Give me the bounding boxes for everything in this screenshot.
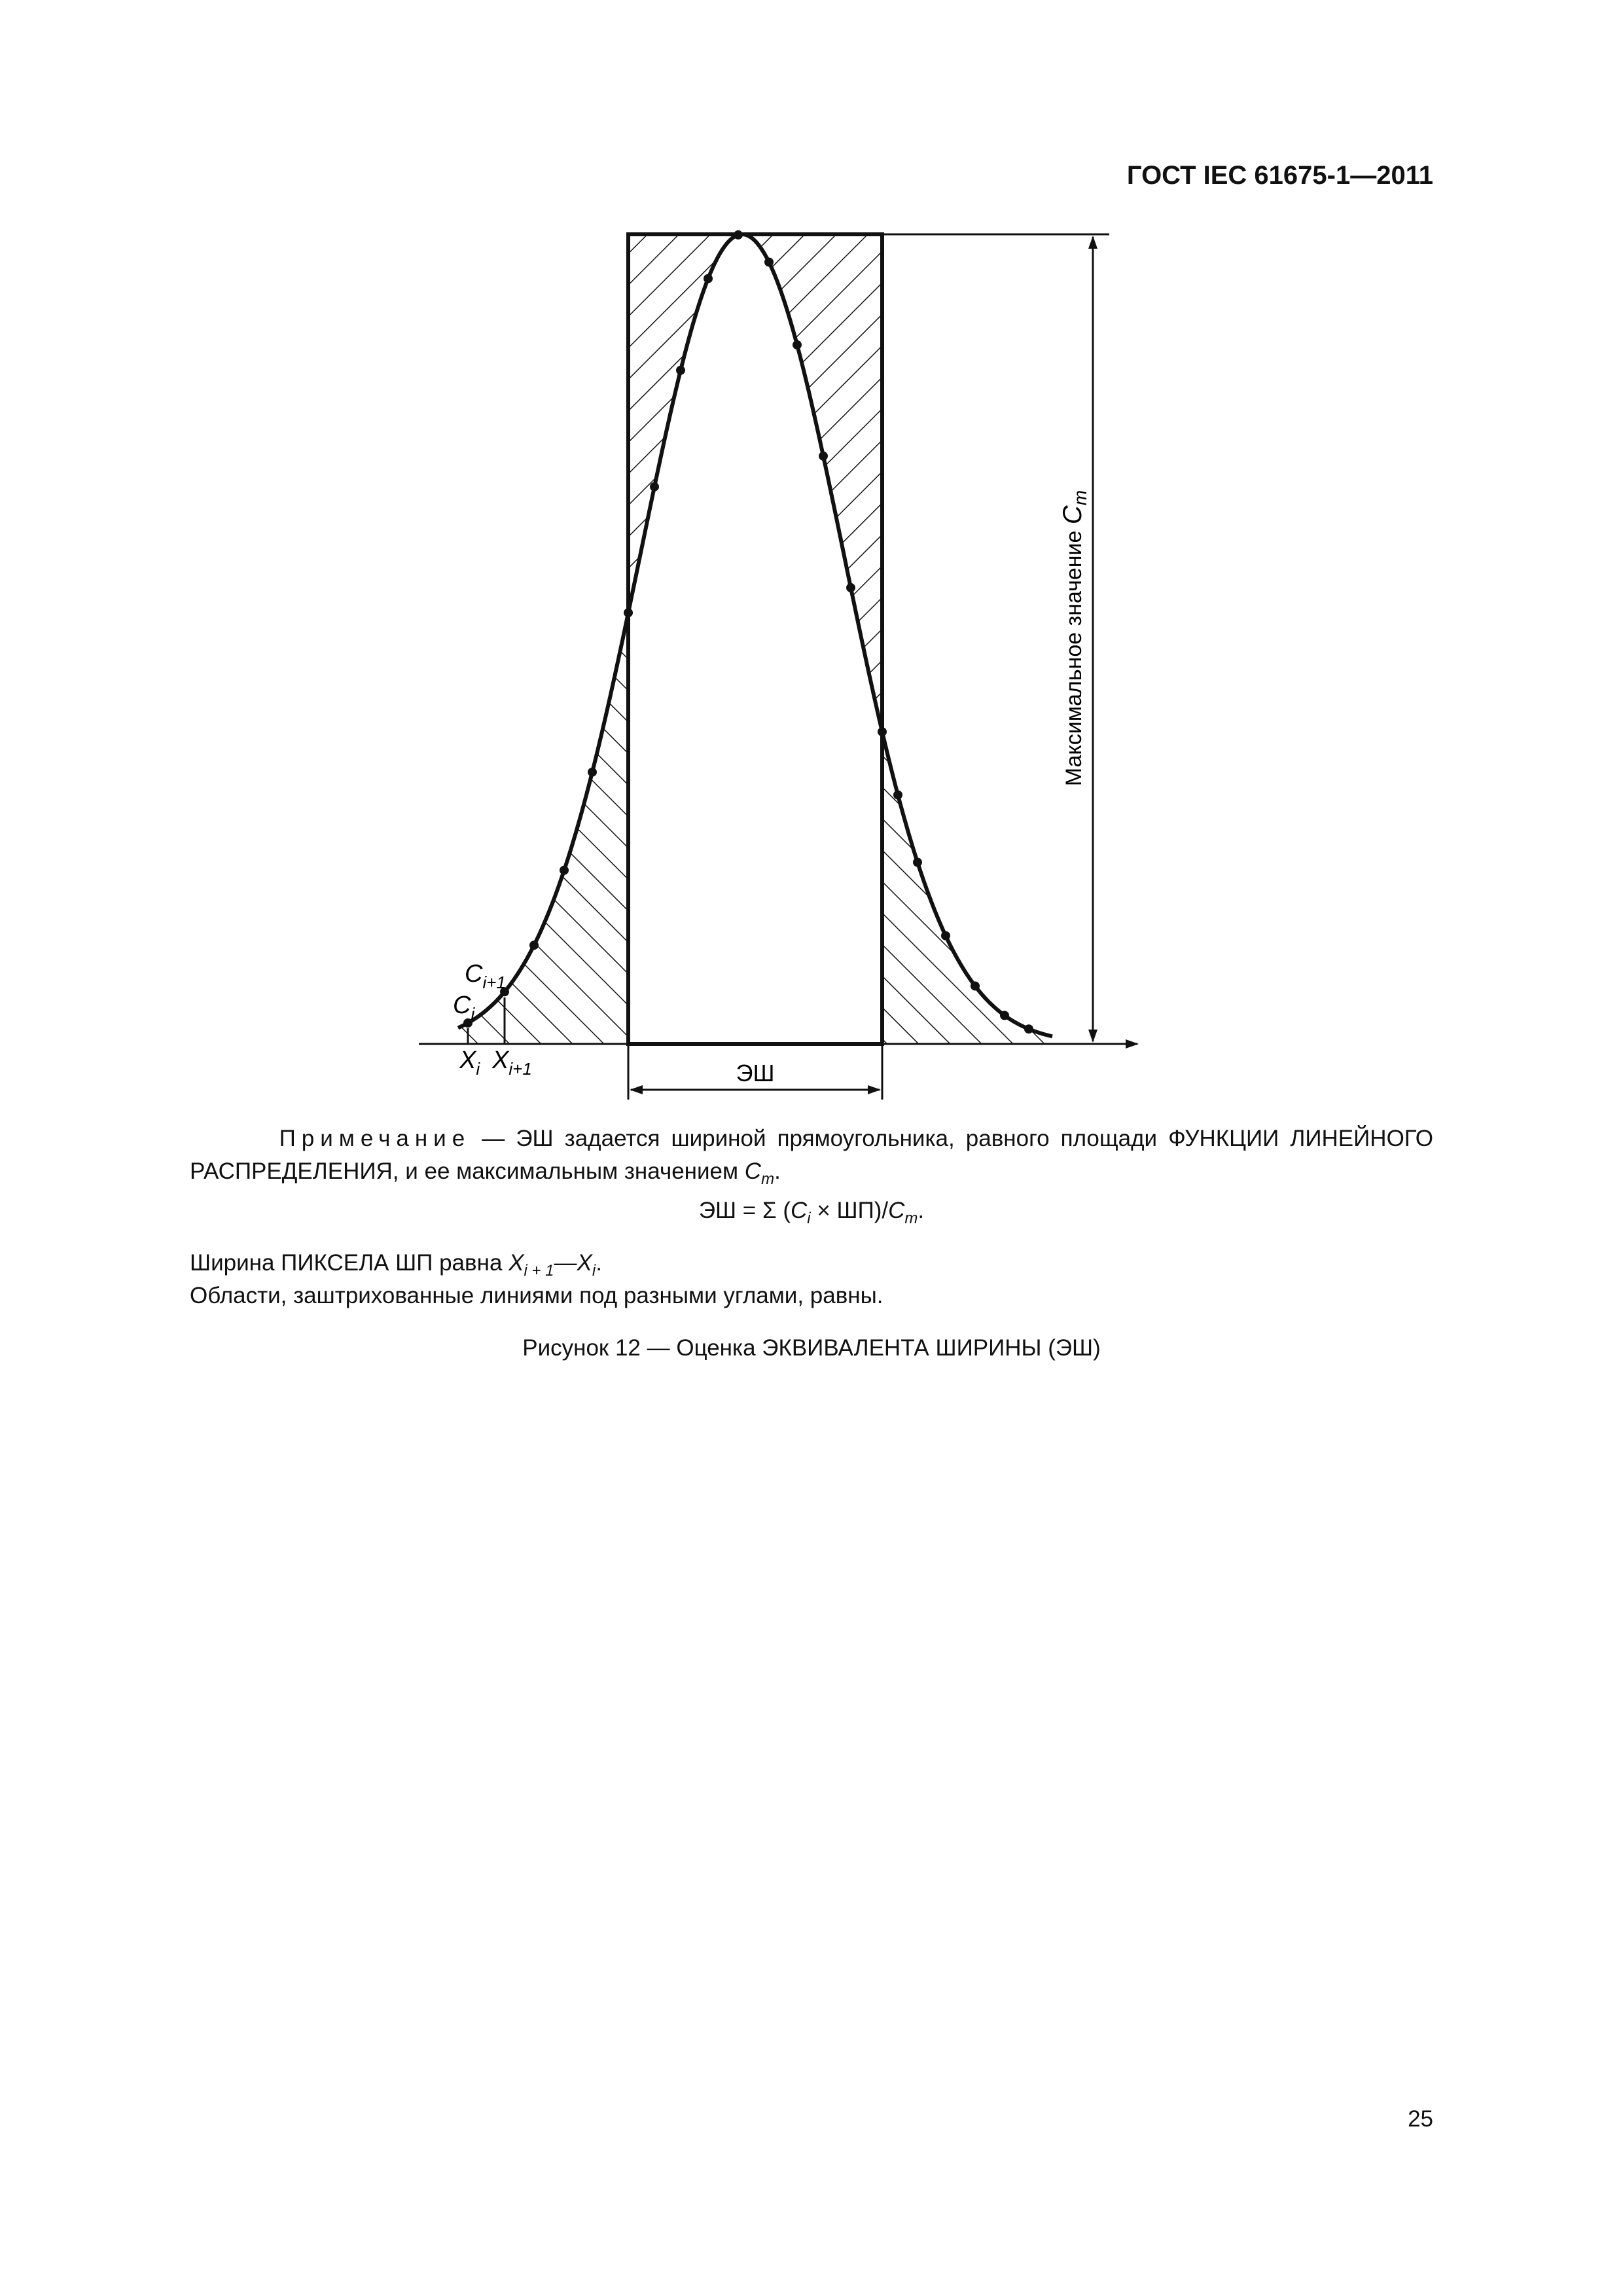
sample-point: [878, 727, 887, 736]
equivalent-width-formula: ЭШ = Σ $(C_i \times ШП)/C_m$.: [698, 1198, 925, 1227]
sample-point: [529, 941, 539, 950]
sample-point: [846, 583, 855, 592]
width-label: ЭШ: [736, 1060, 775, 1086]
figure-caption: Рисунок 12 — Оценка ЭКВИВАЛЕНТА ШИРИНЫ (ЭШ): [522, 1335, 1101, 1361]
equivalent-width-figure: [0, 0, 1623, 1113]
pixel-width-definition: Ширина ПИКСЕЛА ШП равна $X_{i + 1}—X_i$.: [190, 1250, 602, 1280]
sample-point: [704, 274, 713, 283]
max-value-label: Максимальное значение $C_m$: [1058, 490, 1090, 787]
document-id-header: ГОСТ IEC 61675-1—2011: [1126, 161, 1433, 190]
rectangle-hatched-area: [628, 234, 882, 732]
hatched-areas-statement: Области, заштрихованные линиями под разными углами, равны.: [190, 1283, 883, 1308]
sample-point: [650, 482, 659, 492]
label-c-i-plus-1: $C_{i+1}$: [465, 960, 506, 992]
label-x-i: $X_i$: [459, 1047, 480, 1079]
sample-point: [1000, 1011, 1009, 1020]
sample-point: [676, 366, 685, 375]
sample-point: [893, 791, 902, 800]
page-number: 25: [1408, 2106, 1433, 2132]
sample-point: [624, 608, 633, 617]
sample-point: [941, 931, 950, 941]
sample-point: [764, 258, 774, 267]
label-c-i: $C_i$: [453, 992, 475, 1024]
note-text: ЭШ задается шириной прямоугольника, равного площади ФУНКЦИИ ЛИНЕЙНОГО РАСПРЕДЕЛЕНИЯ, и ее максимальным значением: [190, 1126, 1434, 1184]
sample-point: [819, 452, 828, 461]
sample-point: [734, 230, 743, 240]
sample-point: [913, 858, 922, 867]
label-x-i-plus-1: $X_{i+1}$: [492, 1047, 532, 1079]
line-spread-function-curve: [458, 234, 1052, 1036]
sample-point: [588, 768, 597, 777]
sample-point: [793, 340, 802, 350]
sample-point: [971, 982, 980, 991]
sample-point: [560, 866, 569, 875]
sample-point: [1024, 1024, 1033, 1033]
note-paragraph: Примечание — ЭШ задается шириной прямоугольника, равного площади ФУНКЦИИ ЛИНЕЙНОГО РАСПРЕДЕЛЕНИЯ, и ее максимальным значением $C_m$.: [190, 1126, 1434, 1188]
note-label: Примечание: [279, 1126, 471, 1151]
tail-hatched-area: [458, 613, 1052, 1044]
